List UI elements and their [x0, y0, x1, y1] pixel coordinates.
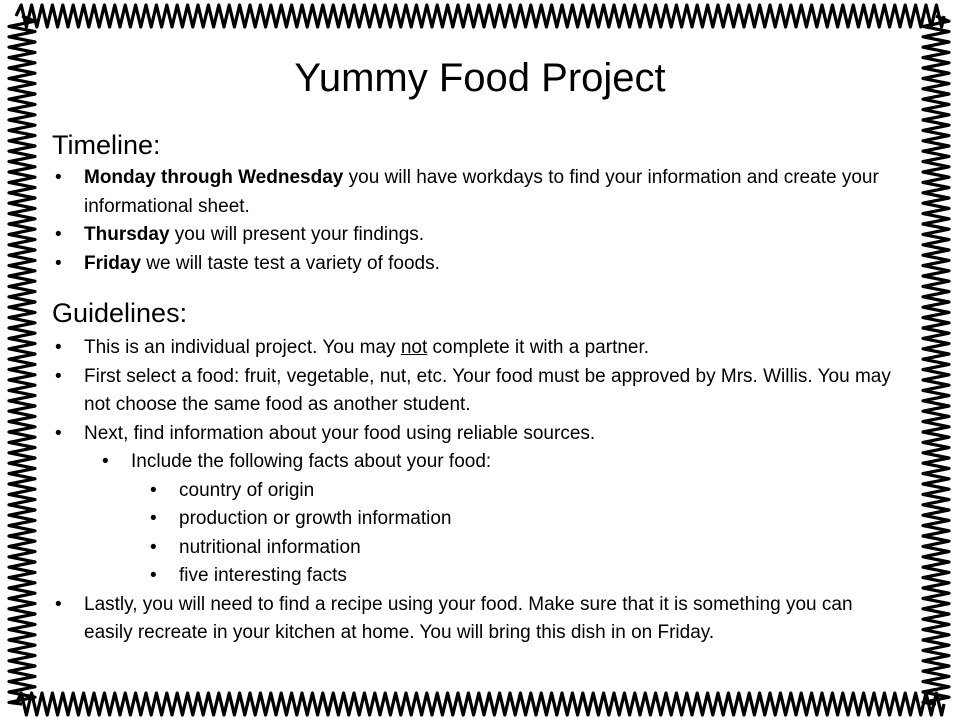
fact-item: • five interesting facts [150, 562, 905, 591]
guidelines-heading: Guidelines: [52, 298, 188, 328]
fact-item: • production or growth information [150, 505, 905, 534]
timeline-heading: Timeline: [52, 130, 161, 160]
timeline-day: Thursday [84, 224, 170, 245]
guideline-text: complete it with a partner. [427, 337, 650, 358]
border-zigzag-line [9, 16, 35, 704]
guidelines-list [55, 334, 905, 648]
timeline-text: you will have workdays to find your information and create your informational sheet. [84, 167, 879, 217]
timeline-list [55, 164, 925, 278]
timeline-text: we will taste test a variety of foods. [141, 252, 440, 274]
underlined-word: not [400, 337, 428, 358]
timeline-text: you will present your findings. [169, 224, 425, 245]
guideline-sub-item: • Include the following facts about your food: [102, 448, 905, 477]
timeline-item [55, 221, 925, 250]
timeline-day: Friday [84, 252, 142, 274]
guideline-item [55, 334, 905, 363]
border-zigzag-line [16, 693, 944, 715]
border-zigzag-line [923, 16, 949, 704]
page-title: Yummy Food Project [294, 56, 666, 100]
guideline-item: • First select a food: fruit, vegetable, nut, etc. Your food must be approved by Mrs. Willis. You may not choose the same food as another student. [55, 363, 905, 420]
fact-item: • nutritional information [150, 534, 905, 563]
border-zigzag-line [16, 5, 944, 27]
fact-item: • country of origin [150, 477, 905, 506]
timeline-item [55, 250, 925, 279]
guideline-text: This is an individual project. You may [84, 337, 401, 358]
guideline-item: • Lastly, you will need to find a recipe using your food. Make sure that it is something you can easily recreate in your kitchen at home. You will bring this dish in on Friday. [55, 591, 905, 648]
guideline-item: • Next, find information about your food using reliable sources. [55, 420, 905, 449]
timeline-day: Monday through Wednesday [84, 167, 344, 188]
timeline-item [55, 164, 925, 221]
